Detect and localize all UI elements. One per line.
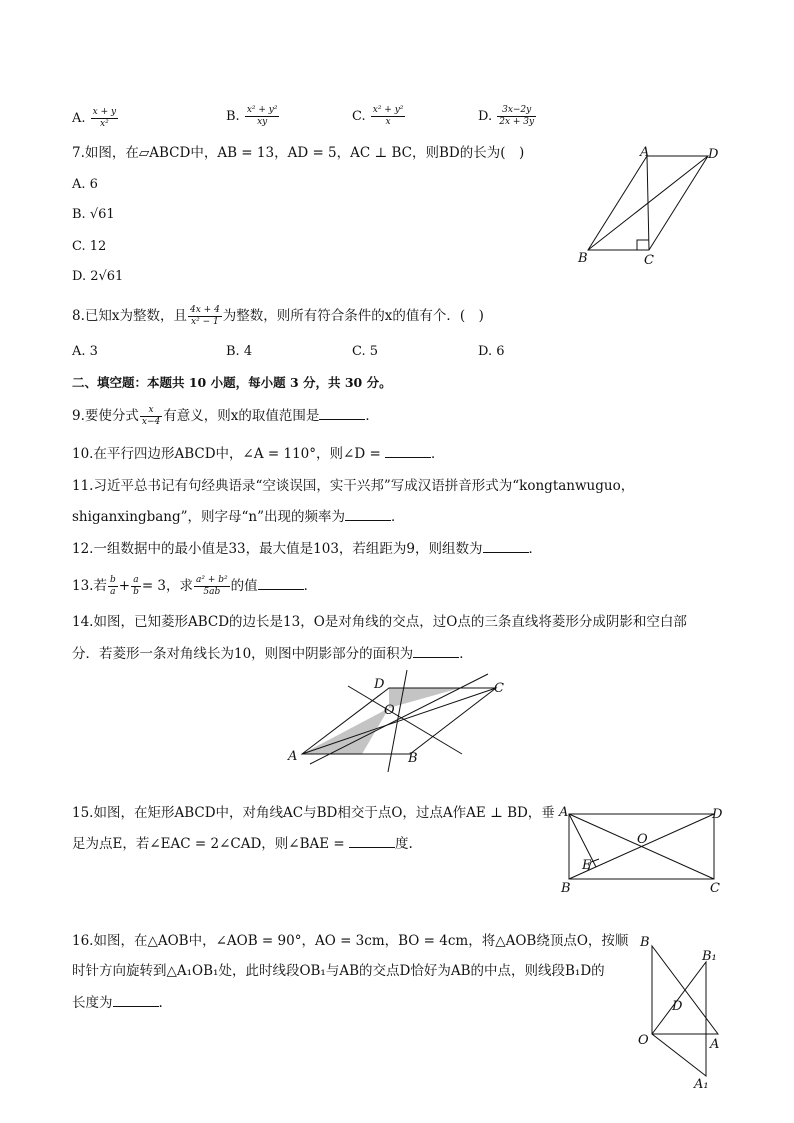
q8-stem: 8.已知x为整数，且 $\frac{4x + 4}{\text{x² − 1}}$ 为整数，则所有符合条件的x的值有个．( ) bbox=[72, 305, 484, 327]
q14-line1: 14.如图，已知菱形ABCD的边长是13，O是对角线的交点，过O点的三条直线将菱形分成阴影和空白部 bbox=[72, 614, 687, 630]
label-a: A bbox=[559, 805, 569, 820]
q6-option-c[interactable]: C. $\frac{\text{x² + y²}}{x}$ bbox=[352, 105, 404, 127]
q13-stem: 13.若 $\frac{b}{a}$ + $\frac{a}{b}$ = 3，求 $\frac{\text{a² + b²}}{5ab}$ 的值 ． bbox=[72, 575, 318, 597]
q16-line3: 长度为 . bbox=[72, 995, 163, 1011]
q16-rotation-figure bbox=[634, 930, 734, 1092]
q7-parallelogram-figure bbox=[572, 144, 732, 268]
answer-blank[interactable] bbox=[258, 577, 304, 590]
q7-option-b[interactable]: B. √61 bbox=[72, 207, 115, 222]
answer-blank[interactable] bbox=[483, 540, 529, 553]
q8-option-d[interactable]: D. 6 bbox=[478, 344, 505, 359]
q12-stem: 12.一组数据中的最小值是33，最大值是103，若组距为9，则组数为 ． bbox=[72, 541, 543, 557]
label-a1: A₁ bbox=[694, 1077, 709, 1092]
answer-blank[interactable] bbox=[113, 994, 159, 1007]
answer-blank[interactable] bbox=[413, 645, 459, 658]
q14-rhombus-figure bbox=[282, 668, 512, 776]
diagonal-bd bbox=[588, 156, 708, 250]
q6-option-a[interactable]: A. $\frac{x + y}{\text{x²}}$ bbox=[72, 107, 117, 129]
right-angle-mark bbox=[637, 240, 649, 250]
label-c: C bbox=[710, 881, 720, 896]
label-o: O bbox=[638, 1033, 649, 1048]
q7-option-c[interactable]: C. 12 bbox=[72, 239, 107, 254]
label-e: E bbox=[582, 858, 592, 873]
q8-option-a[interactable]: A. 3 bbox=[72, 344, 98, 359]
label-a: A bbox=[710, 1037, 720, 1052]
q16-line1: 16.如图，在△AOB中，∠AOB = 90°，AO = 3cm，BO = 4cm，将△AOB绕顶点O，按顺 bbox=[72, 933, 629, 949]
answer-blank[interactable] bbox=[319, 407, 365, 420]
answer-blank[interactable] bbox=[385, 445, 431, 458]
q7-option-a[interactable]: A. 6 bbox=[72, 177, 98, 192]
label-b: B bbox=[640, 935, 650, 950]
label-a: A bbox=[640, 145, 650, 160]
label-c: C bbox=[494, 681, 504, 696]
label-c: C bbox=[644, 253, 654, 268]
q15-line1: 15.如图，在矩形ABCD中，对角线AC与BD相交于点O，过点A作AE ⊥ BD，垂 bbox=[72, 805, 555, 821]
label-b: B bbox=[578, 251, 588, 266]
line-through-o-2 bbox=[388, 670, 407, 772]
label-b1: B₁ bbox=[702, 949, 717, 964]
q15-line2: 足为点E，若∠EAC = 2∠CAD，则∠BAE = 度. bbox=[72, 836, 413, 852]
q6-option-d[interactable]: D. $\frac{3x-2y}{2x + 3y}$ bbox=[478, 105, 535, 127]
label-d: D bbox=[672, 999, 683, 1014]
q8-option-c[interactable]: C. 5 bbox=[352, 344, 379, 359]
label-d: D bbox=[712, 807, 723, 822]
label-d: D bbox=[374, 677, 385, 692]
triangle-a1ob1 bbox=[652, 962, 706, 1076]
section-heading-fill-in: 二、填空题：本题共 10 小题，每小题 3 分，共 30 分。 bbox=[72, 375, 392, 390]
label-a: A bbox=[288, 749, 298, 764]
shaded-region-right bbox=[389, 688, 460, 708]
q11-line2: shiganxingbang”，则字母“n”出现的频率为 ． bbox=[72, 509, 405, 525]
q16-line2: 时针方向旋转到△A₁OB₁处，此时线段OB₁与AB的交点D恰好为AB的中点，则线段B₁D的 bbox=[72, 963, 605, 979]
q6-option-b[interactable]: B. $\frac{\text{x² + y²}}{xy}$ bbox=[226, 105, 278, 127]
label-b: B bbox=[561, 881, 571, 896]
q10-stem: 10.在平行四边形ABCD中，∠A = 110°，则∠D = ． bbox=[72, 446, 445, 462]
q15-rectangle-figure bbox=[555, 800, 730, 896]
label-o: O bbox=[384, 703, 395, 718]
q14-line2: 分．若菱形一条对角线长为10，则图中阴影部分的面积为 ． bbox=[72, 646, 473, 662]
q7-option-d[interactable]: D. 2√61 bbox=[72, 269, 124, 284]
answer-blank[interactable] bbox=[345, 508, 391, 521]
q8-option-b[interactable]: B. 4 bbox=[226, 344, 253, 359]
label-o: O bbox=[637, 832, 648, 847]
q7-stem: 7.如图，在▱ABCD中，AB = 13，AD = 5，AC ⊥ BC，则BD的长为( ) bbox=[72, 145, 525, 161]
label-d: D bbox=[708, 147, 719, 162]
answer-blank[interactable] bbox=[349, 835, 395, 848]
q11-line1: 11.习近平总书记有句经典语录“空谈误国，实干兴邦”写成汉语拼音形式为“kongtanwuguo， bbox=[72, 478, 635, 494]
q9-stem: 9.要使分式 $\frac{x}{x-4}$ 有意义，则x的取值范围是 ． bbox=[72, 405, 379, 427]
label-b: B bbox=[408, 751, 418, 766]
